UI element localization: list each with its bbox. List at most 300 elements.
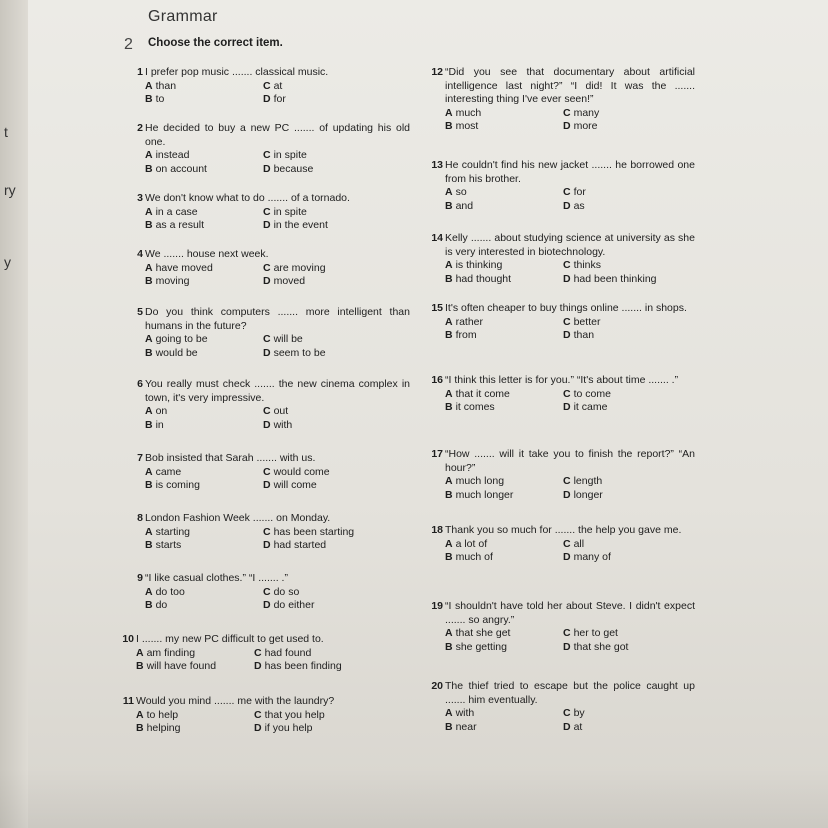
option-text: in the event <box>273 219 328 231</box>
option-text: will be <box>273 333 303 345</box>
option-letter: D <box>263 539 271 551</box>
question-stem: Would you mind ....... me with the laundry? <box>136 695 335 707</box>
option-text: would be <box>155 346 198 359</box>
option-text: on account <box>155 162 207 175</box>
question-stem: “Did you see that documentary about artificial intelligence last night?” “I did! It was the ....... interesting thing I've ever seen!” <box>445 66 695 105</box>
answer-options <box>445 259 695 286</box>
option-text: and <box>455 199 474 212</box>
option-letter: C <box>263 261 271 274</box>
question-number: 5 <box>137 306 143 318</box>
option-text: will come <box>273 479 317 491</box>
answer-options <box>136 647 411 674</box>
question-stem: Kelly ....... about studying science at university as she is very interested in biotechnology. <box>445 232 695 258</box>
option-text: better <box>573 315 601 328</box>
option-text: so <box>455 186 467 198</box>
answer-option-c[interactable] <box>563 186 703 200</box>
option-text: that she got <box>573 640 629 653</box>
option-text: instead <box>155 149 190 161</box>
option-letter: A <box>145 205 153 218</box>
answer-option-a[interactable] <box>145 80 263 94</box>
question-item <box>431 600 695 654</box>
answer-option-a[interactable] <box>145 333 263 347</box>
question-number: 10 <box>122 633 134 645</box>
option-letter: A <box>445 106 453 119</box>
answer-option-c[interactable] <box>263 333 403 347</box>
answer-option-d[interactable] <box>263 539 403 553</box>
answer-options <box>445 538 695 565</box>
margin-mark: y <box>4 254 11 270</box>
option-text: had thought <box>455 272 512 285</box>
question-stem: Bob insisted that Sarah ....... with us. <box>145 452 316 464</box>
answer-option-d[interactable] <box>563 120 703 134</box>
option-letter: C <box>563 475 571 487</box>
option-letter: C <box>263 405 271 417</box>
answer-option-a[interactable] <box>445 316 563 330</box>
margin-mark: ry <box>4 182 16 198</box>
answer-option-d[interactable] <box>254 722 394 736</box>
question-number: 12 <box>431 66 443 78</box>
option-letter: A <box>445 315 453 328</box>
option-text: much long <box>455 475 505 487</box>
answer-option-b[interactable] <box>445 200 563 214</box>
option-letter: B <box>445 551 453 563</box>
option-text: it came <box>573 401 608 413</box>
question-item <box>431 232 695 286</box>
option-letter: A <box>445 387 453 400</box>
answer-option-a[interactable] <box>145 586 263 600</box>
question-item <box>137 378 410 432</box>
answer-option-c[interactable] <box>563 707 703 721</box>
question-number: 2 <box>137 122 143 134</box>
option-letter: A <box>145 585 153 598</box>
answer-option-d[interactable] <box>563 401 703 415</box>
option-text: has been finding <box>264 660 342 672</box>
option-text: as a result <box>155 219 205 231</box>
question-stem: “I think this letter is for you.” “It's about time ....... .” <box>445 374 679 386</box>
question-number: 13 <box>431 159 443 171</box>
option-letter: B <box>445 120 453 132</box>
option-text: at <box>273 79 283 92</box>
option-text: from <box>455 329 477 341</box>
option-letter: B <box>445 640 453 653</box>
answer-option-d[interactable] <box>254 660 394 674</box>
option-text: to help <box>146 708 179 721</box>
option-text: because <box>273 162 314 175</box>
option-letter: D <box>263 162 271 175</box>
option-text: to come <box>573 387 611 400</box>
option-text: is thinking <box>455 259 503 271</box>
option-letter: A <box>445 627 453 639</box>
option-letter: A <box>136 708 144 721</box>
option-letter: D <box>563 120 571 132</box>
answer-option-b[interactable] <box>445 551 563 565</box>
question-item <box>431 680 695 734</box>
answer-option-c[interactable] <box>254 709 394 723</box>
answer-option-c[interactable] <box>563 316 703 330</box>
option-letter: B <box>445 488 453 501</box>
question-stem: We don't know what to do ....... of a tornado. <box>145 192 350 204</box>
option-text: by <box>573 707 585 719</box>
answer-option-b[interactable] <box>145 419 263 433</box>
answer-option-b[interactable] <box>145 219 263 233</box>
answer-option-c[interactable] <box>563 475 703 489</box>
option-text: than <box>155 79 177 92</box>
answer-option-b[interactable] <box>145 93 263 107</box>
answer-options <box>145 206 410 233</box>
answer-option-a[interactable] <box>445 259 563 273</box>
option-text: at <box>573 720 583 733</box>
answer-option-c[interactable] <box>263 466 403 480</box>
option-letter: C <box>263 333 271 345</box>
answer-option-a[interactable] <box>145 405 263 419</box>
option-text: are moving <box>273 261 326 274</box>
answer-option-c[interactable] <box>563 538 703 552</box>
option-text: with <box>273 418 293 431</box>
answer-option-b[interactable] <box>145 539 263 553</box>
question-item <box>137 452 410 493</box>
option-letter: C <box>263 585 271 598</box>
question-stem: He decided to buy a new PC ....... of updating his old one. <box>145 122 410 148</box>
option-text: many <box>573 106 600 119</box>
answer-option-b[interactable] <box>145 163 263 177</box>
option-letter: B <box>136 722 144 734</box>
answer-option-a[interactable] <box>145 206 263 220</box>
section-number: 2 <box>124 36 133 53</box>
option-text: would come <box>273 465 330 478</box>
answer-option-b[interactable] <box>445 120 563 134</box>
answer-option-b[interactable] <box>136 660 254 674</box>
page-title: Grammar <box>148 8 218 25</box>
question-item <box>137 248 410 289</box>
question-item <box>431 159 695 213</box>
answer-options <box>445 316 695 343</box>
option-letter: D <box>563 199 571 212</box>
answer-option-d[interactable] <box>263 599 403 613</box>
question-stem: I ....... my new PC difficult to get used to. <box>136 633 324 645</box>
answer-option-a[interactable] <box>145 262 263 276</box>
answer-option-b[interactable] <box>136 722 254 736</box>
option-text: moving <box>155 275 190 287</box>
question-number: 19 <box>431 600 443 612</box>
answer-option-c[interactable] <box>263 80 403 94</box>
option-text: do too <box>155 585 185 598</box>
question-item <box>431 524 695 565</box>
answer-option-b[interactable] <box>445 641 563 655</box>
option-letter: D <box>263 346 271 359</box>
question-item <box>431 66 695 134</box>
option-letter: D <box>563 720 571 733</box>
option-letter: A <box>145 261 153 274</box>
option-text: that it come <box>455 387 510 400</box>
option-letter: C <box>263 465 271 478</box>
option-text: in spite <box>273 149 307 161</box>
option-letter: A <box>145 525 153 538</box>
answer-option-b[interactable] <box>445 329 563 343</box>
option-text: came <box>155 465 182 478</box>
option-text: starting <box>155 525 191 538</box>
question-number: 15 <box>431 302 443 314</box>
option-text: she getting <box>455 640 507 653</box>
answer-option-a[interactable] <box>145 466 263 480</box>
option-text: for <box>573 186 586 198</box>
option-letter: C <box>563 315 571 328</box>
option-letter: D <box>254 722 262 734</box>
option-letter: C <box>254 708 262 721</box>
option-letter: B <box>136 660 144 672</box>
answer-option-d[interactable] <box>263 219 403 233</box>
answer-options <box>445 107 695 134</box>
answer-option-a[interactable] <box>445 627 563 641</box>
answer-option-d[interactable] <box>263 419 403 433</box>
question-number: 3 <box>137 192 143 204</box>
answer-option-a[interactable] <box>136 709 254 723</box>
option-text: many of <box>573 551 611 563</box>
option-text: in a case <box>155 205 198 218</box>
option-text: have moved <box>155 261 213 274</box>
option-text: her to get <box>573 627 618 639</box>
option-letter: C <box>563 627 571 639</box>
option-letter: D <box>263 219 271 231</box>
question-stem: You really must check ....... the new cinema complex in town, it's very impressive. <box>145 378 410 404</box>
answer-option-a[interactable] <box>445 107 563 121</box>
answer-option-b[interactable] <box>145 479 263 493</box>
answer-option-d[interactable] <box>563 641 703 655</box>
option-letter: A <box>145 465 153 478</box>
answer-option-b[interactable] <box>145 347 263 361</box>
option-text: with <box>455 707 475 719</box>
option-text: near <box>455 720 477 733</box>
answer-option-c[interactable] <box>263 405 403 419</box>
answer-option-a[interactable] <box>145 149 263 163</box>
answer-option-c[interactable] <box>563 627 703 641</box>
answer-options <box>145 262 410 289</box>
instruction: Choose the correct item. <box>148 37 283 49</box>
option-text: seem to be <box>273 346 326 359</box>
option-text: length <box>573 475 603 487</box>
answer-option-a[interactable] <box>145 526 263 540</box>
answer-option-a[interactable] <box>136 647 254 661</box>
answer-option-a[interactable] <box>445 186 563 200</box>
option-letter: D <box>263 479 271 491</box>
answer-options <box>145 333 410 360</box>
answer-option-d[interactable] <box>263 93 403 107</box>
answer-option-c[interactable] <box>563 107 703 121</box>
answer-option-c[interactable] <box>263 149 403 163</box>
option-letter: C <box>254 646 262 659</box>
answer-option-a[interactable] <box>445 388 563 402</box>
answer-option-c[interactable] <box>563 259 703 273</box>
option-text: if you help <box>264 722 313 734</box>
answer-option-c[interactable] <box>263 262 403 276</box>
question-number: 14 <box>431 232 443 244</box>
option-text: it comes <box>455 401 495 413</box>
answer-option-d[interactable] <box>263 347 403 361</box>
question-item <box>431 374 695 415</box>
answer-options <box>445 186 695 213</box>
option-letter: B <box>145 418 153 431</box>
option-letter: D <box>263 418 271 431</box>
option-text: out <box>273 405 289 417</box>
answer-option-d[interactable] <box>263 275 403 289</box>
option-letter: C <box>563 259 571 271</box>
option-letter: B <box>145 599 153 611</box>
margin-mark: t <box>4 124 8 140</box>
answer-option-b[interactable] <box>445 273 563 287</box>
question-number: 17 <box>431 448 443 460</box>
answer-option-b[interactable] <box>145 275 263 289</box>
option-text: has been starting <box>273 525 355 538</box>
option-letter: B <box>145 346 153 359</box>
option-text: most <box>455 120 479 132</box>
option-text: a lot of <box>455 537 488 550</box>
question-item <box>137 306 410 360</box>
option-text: helping <box>146 722 181 734</box>
option-text: thinks <box>573 259 602 271</box>
question-stem: “How ....... will it take you to finish the report?” “An hour?” <box>445 448 695 474</box>
answer-option-d[interactable] <box>263 479 403 493</box>
question-stem: Thank you so much for ....... the help you gave me. <box>445 524 682 536</box>
option-letter: D <box>563 329 571 341</box>
answer-option-d[interactable] <box>563 329 703 343</box>
question-stem: It's often cheaper to buy things online ....... in shops. <box>445 302 687 314</box>
option-text: as <box>573 199 585 212</box>
option-letter: A <box>445 259 453 271</box>
question-stem: The thief tried to escape but the police caught up ....... him eventually. <box>445 680 695 706</box>
answer-option-b[interactable] <box>445 721 563 735</box>
answer-option-d[interactable] <box>563 489 703 503</box>
question-number: 11 <box>122 695 134 707</box>
option-text: is coming <box>155 479 200 491</box>
option-letter: D <box>263 599 271 611</box>
option-letter: A <box>136 646 144 659</box>
option-letter: C <box>263 205 271 218</box>
answer-options <box>145 149 410 176</box>
option-text: going to be <box>155 333 208 345</box>
answer-option-d[interactable] <box>563 200 703 214</box>
question-number: 20 <box>431 680 443 692</box>
question-item <box>431 302 695 343</box>
option-letter: C <box>563 707 571 719</box>
answer-option-d[interactable] <box>563 551 703 565</box>
answer-option-d[interactable] <box>563 721 703 735</box>
question-number: 9 <box>137 572 143 584</box>
option-letter: B <box>445 199 453 212</box>
option-text: rather <box>455 315 484 328</box>
answer-option-b[interactable] <box>445 489 563 503</box>
option-text: much <box>455 106 482 119</box>
answer-options <box>145 405 410 432</box>
question-item <box>137 572 410 613</box>
question-number: 1 <box>137 66 143 78</box>
option-letter: B <box>445 720 453 733</box>
question-stem: We ....... house next week. <box>145 248 269 260</box>
option-letter: A <box>145 79 153 92</box>
question-item <box>137 122 410 176</box>
option-letter: B <box>145 539 153 551</box>
answer-option-d[interactable] <box>563 273 703 287</box>
option-text: that you help <box>264 708 325 721</box>
page-shadow <box>0 768 828 828</box>
question-item <box>137 66 410 107</box>
option-text: starts <box>155 539 182 551</box>
answer-options <box>145 80 410 107</box>
option-text: had started <box>273 539 327 551</box>
question-item <box>431 448 695 502</box>
option-text: in <box>155 418 164 431</box>
option-letter: C <box>563 537 571 550</box>
question-stem: London Fashion Week ....... on Monday. <box>145 512 331 524</box>
question-number: 18 <box>431 524 443 536</box>
answer-options <box>445 388 695 415</box>
answer-option-c[interactable] <box>254 647 394 661</box>
option-text: in spite <box>273 205 307 218</box>
answer-option-b[interactable] <box>145 599 263 613</box>
option-text: for <box>273 93 286 105</box>
option-letter: A <box>445 537 453 550</box>
option-text: had found <box>264 646 312 659</box>
option-text: do so <box>273 585 300 598</box>
answer-option-c[interactable] <box>263 586 403 600</box>
question-stem: I prefer pop music ....... classical music. <box>145 66 329 78</box>
option-letter: C <box>563 106 571 119</box>
answer-option-a[interactable] <box>445 707 563 721</box>
answer-option-c[interactable] <box>263 206 403 220</box>
option-letter: B <box>145 93 153 105</box>
answer-option-a[interactable] <box>445 538 563 552</box>
answer-option-b[interactable] <box>445 401 563 415</box>
option-text: to <box>155 93 165 105</box>
question-number: 7 <box>137 452 143 464</box>
answer-option-c[interactable] <box>563 388 703 402</box>
option-letter: D <box>263 275 271 287</box>
answer-option-c[interactable] <box>263 526 403 540</box>
answer-options <box>445 475 695 502</box>
option-text: much of <box>455 551 493 563</box>
option-text: all <box>573 537 585 550</box>
option-text: had been thinking <box>573 272 657 285</box>
option-letter: A <box>145 333 153 345</box>
answer-options <box>145 466 410 493</box>
question-stem: “I shouldn't have told her about Steve. I didn't expect ....... so angry.” <box>445 600 695 626</box>
option-letter: D <box>254 660 262 672</box>
question-item <box>122 633 411 674</box>
option-text: that she get <box>455 627 511 639</box>
option-letter: C <box>263 525 271 538</box>
option-letter: A <box>445 475 453 487</box>
option-letter: D <box>563 640 571 653</box>
option-letter: A <box>145 149 153 161</box>
option-letter: A <box>445 707 453 719</box>
option-text: longer <box>573 488 603 501</box>
question-stem: He couldn't find his new jacket ....... he borrowed one from his brother. <box>445 159 695 185</box>
question-number: 8 <box>137 512 143 524</box>
option-letter: D <box>563 272 571 285</box>
option-letter: D <box>563 401 571 413</box>
answer-option-a[interactable] <box>445 475 563 489</box>
answer-option-d[interactable] <box>263 163 403 177</box>
option-text: will have found <box>146 660 217 672</box>
option-text: moved <box>273 275 306 287</box>
question-number: 4 <box>137 248 143 260</box>
option-letter: B <box>445 401 453 413</box>
answer-options <box>145 586 410 613</box>
option-text: more <box>573 120 598 132</box>
question-stem: Do you think computers ....... more intelligent than humans in the future? <box>145 306 410 332</box>
option-letter: C <box>263 79 271 92</box>
option-letter: B <box>145 479 153 491</box>
option-letter: D <box>263 93 271 105</box>
question-stem: “I like casual clothes.” “I ....... .” <box>145 572 288 584</box>
